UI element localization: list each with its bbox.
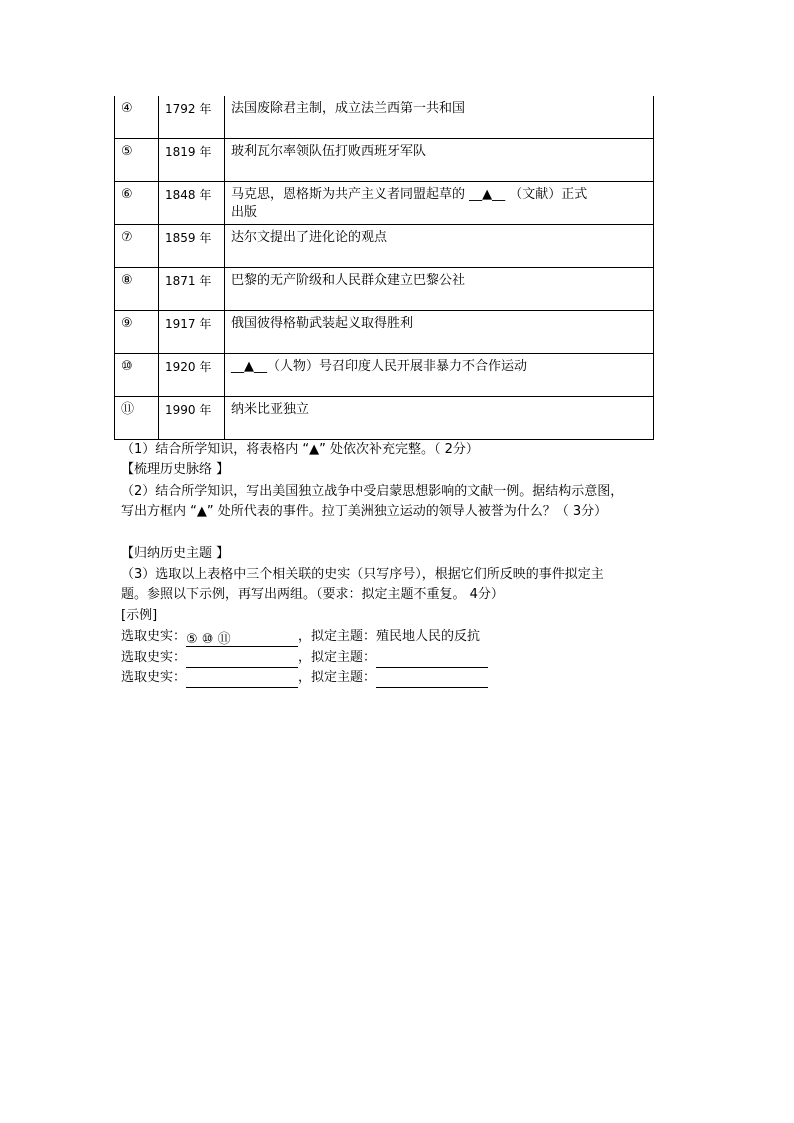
question-3-line-2: 题。参照以下示例，再写出两组。（要求：拟定主题不重复。 4分） bbox=[121, 587, 504, 602]
row-event: 达尔文提出了进化论的观点 bbox=[225, 225, 654, 268]
example-choice-text: ⑤ ⑩ ⑪ bbox=[186, 632, 231, 647]
answer-label: 选取史实： bbox=[121, 650, 187, 665]
row-number: ⑤ bbox=[115, 139, 159, 182]
row-year: 1917 年 bbox=[159, 311, 225, 354]
table-row bbox=[115, 139, 654, 182]
answer-label: 选取史实： bbox=[121, 670, 187, 685]
fill-in-blank: __▲__ bbox=[231, 359, 267, 374]
row-event: 俄国彼得格勒武装起义取得胜利 bbox=[225, 311, 654, 354]
row-year: 1848 年 bbox=[159, 182, 225, 225]
row-year: 1819 年 bbox=[159, 139, 225, 182]
row-event: 巴黎的无产阶级和人民群众建立巴黎公社 bbox=[225, 268, 654, 311]
section-title-2: 【梳理历史脉络 】 bbox=[121, 462, 230, 477]
question-2-line-2: 写出方框内 “▲” 处所代表的事件。拉丁美洲独立运动的领导人被誉为什么？（ 3分） bbox=[121, 504, 608, 519]
row-event: 纳米比亚独立 bbox=[225, 397, 654, 440]
event-text: 出版 bbox=[231, 205, 258, 220]
row-number: ⑨ bbox=[115, 311, 159, 354]
row-number: ④ bbox=[115, 96, 159, 139]
question-1: （1）结合所学知识，将表格内 “▲” 处依次补充完整。（ 2分） bbox=[121, 442, 479, 457]
row-event bbox=[225, 182, 654, 225]
row-event: 玻利瓦尔率领队伍打败西班牙军队 bbox=[225, 139, 654, 182]
table-row bbox=[115, 354, 654, 397]
row-number: ⑪ bbox=[115, 397, 159, 440]
example-label: [示例] bbox=[121, 608, 158, 623]
row-year: 1990 年 bbox=[159, 397, 225, 440]
row-event bbox=[225, 354, 654, 397]
question-3-line-1: （3）选取以上表格中三个相关联的史实（只写序号），根据它们所反映的事件拟定主 bbox=[121, 567, 604, 582]
answer-row bbox=[121, 648, 691, 668]
row-year: 1920 年 bbox=[159, 354, 225, 397]
facts-answer-blank[interactable] bbox=[186, 651, 298, 668]
table-row bbox=[115, 96, 654, 139]
table-row bbox=[115, 225, 654, 268]
theme-label: ，拟定主题： bbox=[298, 670, 377, 685]
answer-label: 选取史实： bbox=[121, 629, 187, 644]
theme-answer-blank[interactable] bbox=[376, 651, 488, 668]
facts-answer-blank[interactable] bbox=[186, 671, 298, 688]
event-text: 马克思，恩格斯为共产主义者同盟起草的 bbox=[231, 187, 470, 202]
answer-row bbox=[121, 668, 691, 688]
history-events-table bbox=[114, 96, 654, 440]
row-number: ⑥ bbox=[115, 182, 159, 225]
row-year: 1859 年 bbox=[159, 225, 225, 268]
example-theme: 殖民地人民的反抗 bbox=[376, 629, 481, 644]
table-row bbox=[115, 397, 654, 440]
table-row bbox=[115, 311, 654, 354]
table-row bbox=[115, 268, 654, 311]
example-choice bbox=[186, 630, 298, 647]
table-row bbox=[115, 182, 654, 225]
row-event: 法国废除君主制，成立法兰西第一共和国 bbox=[225, 96, 654, 139]
theme-answer-blank[interactable] bbox=[376, 671, 488, 688]
fill-in-blank: __▲__ bbox=[469, 187, 506, 202]
row-number: ⑩ bbox=[115, 354, 159, 397]
theme-label: ，拟定主题： bbox=[298, 650, 377, 665]
row-year: 1871 年 bbox=[159, 268, 225, 311]
theme-label: ，拟定主题： bbox=[298, 629, 377, 644]
row-number: ⑧ bbox=[115, 268, 159, 311]
event-text: （文献）正式 bbox=[505, 187, 588, 202]
event-text: （人物）号召印度人民开展非暴力不合作运动 bbox=[267, 359, 528, 374]
example-row bbox=[121, 627, 691, 647]
section-title-3: 【归纳历史主题 】 bbox=[121, 546, 230, 561]
row-number: ⑦ bbox=[115, 225, 159, 268]
question-2-line-1: （2）结合所学知识，写出美国独立战争中受启蒙思想影响的文献一例。据结构示意图， bbox=[121, 484, 624, 499]
row-year: 1792 年 bbox=[159, 96, 225, 139]
